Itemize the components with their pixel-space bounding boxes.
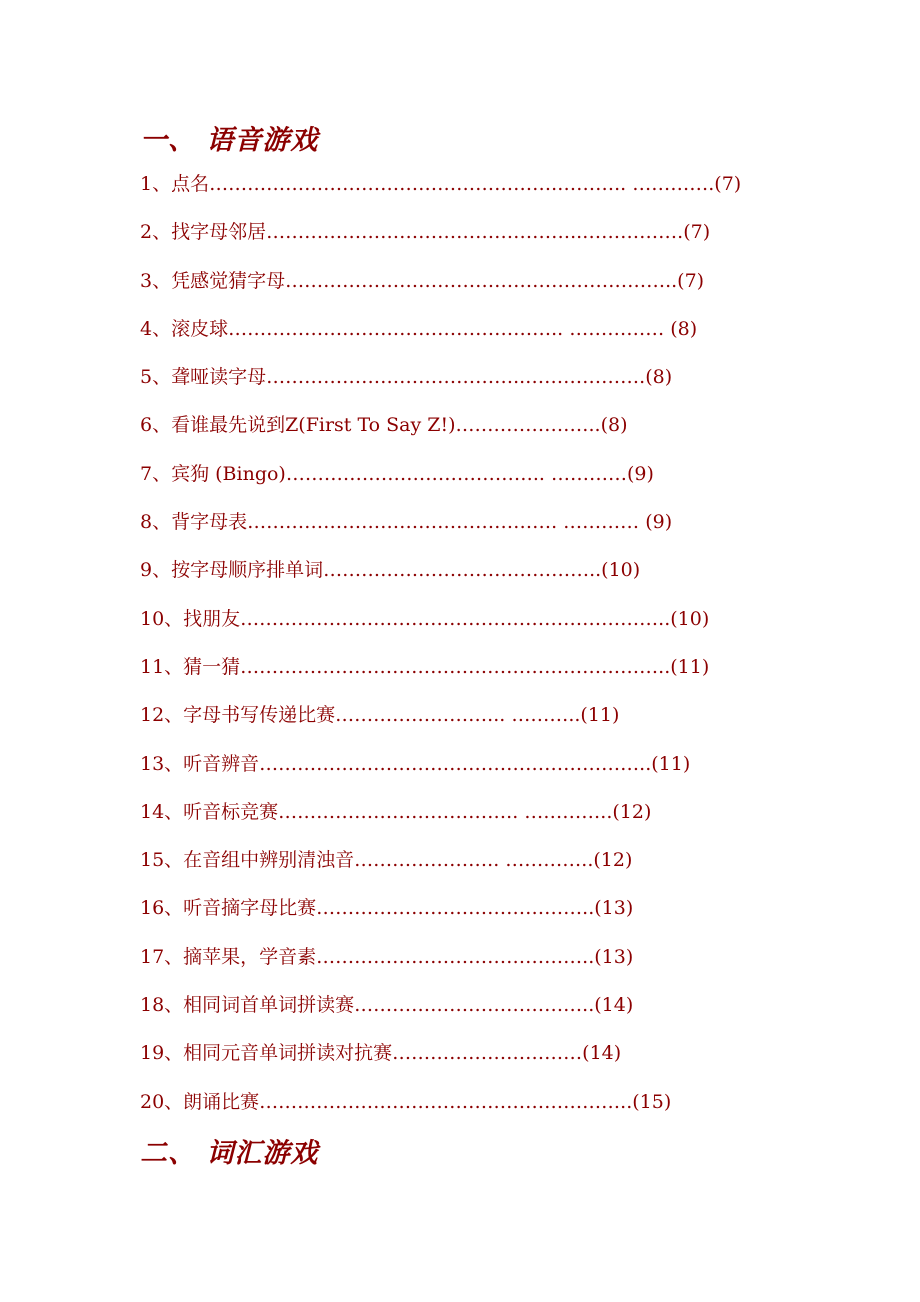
toc-entry[interactable]: 20、朗诵比赛…………………………………………………..(15) [140,1090,672,1113]
section-heading-vocabulary-games: 二、 词汇游戏 [140,1138,319,1169]
toc-entry[interactable]: 11、猜一猜…………………………………………………………..(11) [140,655,710,678]
toc-entry[interactable]: 12、字母书写传递比赛……………………... ………..(11) [140,704,620,727]
toc-entry[interactable]: 16、听音摘字母比赛……………………………………..(13) [140,897,634,920]
toc-entry[interactable]: 5、聋哑读字母…………………………………..……………….(8) [140,366,673,389]
toc-entry[interactable]: 6、看谁最先说到Z(First To Say Z!)…………………..(8) [140,414,628,437]
toc-entry[interactable]: 10、找朋友…………………………………………………………..(10) [140,607,710,630]
toc-entry[interactable]: 17、摘苹果，学音素……………………………………..(13) [140,945,634,968]
toc-entry[interactable]: 2、找字母邻居…………………………………………..…………….(7) [140,221,711,244]
toc-entry[interactable]: 14、听音标竞赛……………………………….. …………..(12) [140,800,652,823]
section-heading-phonetics-games: 一、 语音游戏 [140,125,319,156]
toc-entry[interactable]: 4、滚皮球…………………………………………….. …………… (8) [140,317,698,340]
toc-entry[interactable]: 9、按字母顺序排单词……………………………………..(10) [140,559,641,582]
toc-entry[interactable]: 1、点名……………………………………………….……….. ………….(7) [140,173,742,195]
table-of-contents [140,168,760,1134]
toc-entry[interactable]: 13、听音辨音……………………………………………………..(11) [140,752,691,775]
toc-entry[interactable]: 7、宾狗 (Bingo)………………………………….. …………(9) [140,462,654,485]
toc-entry[interactable]: 19、相同元音单词拼读对抗赛…………………………(14) [140,1042,622,1065]
toc-entry[interactable]: 15、在音组中辨别清浊音………………….. …………..(12) [140,849,633,872]
toc-entry[interactable]: 8、背字母表…………………………………………. ………… (9) [140,511,673,534]
toc-entry[interactable]: 3、凭感觉猜字母……………………………………………………..(7) [140,269,705,292]
toc-entry[interactable]: 18、相同词首单词拼读赛………………………………..(14) [140,994,634,1017]
